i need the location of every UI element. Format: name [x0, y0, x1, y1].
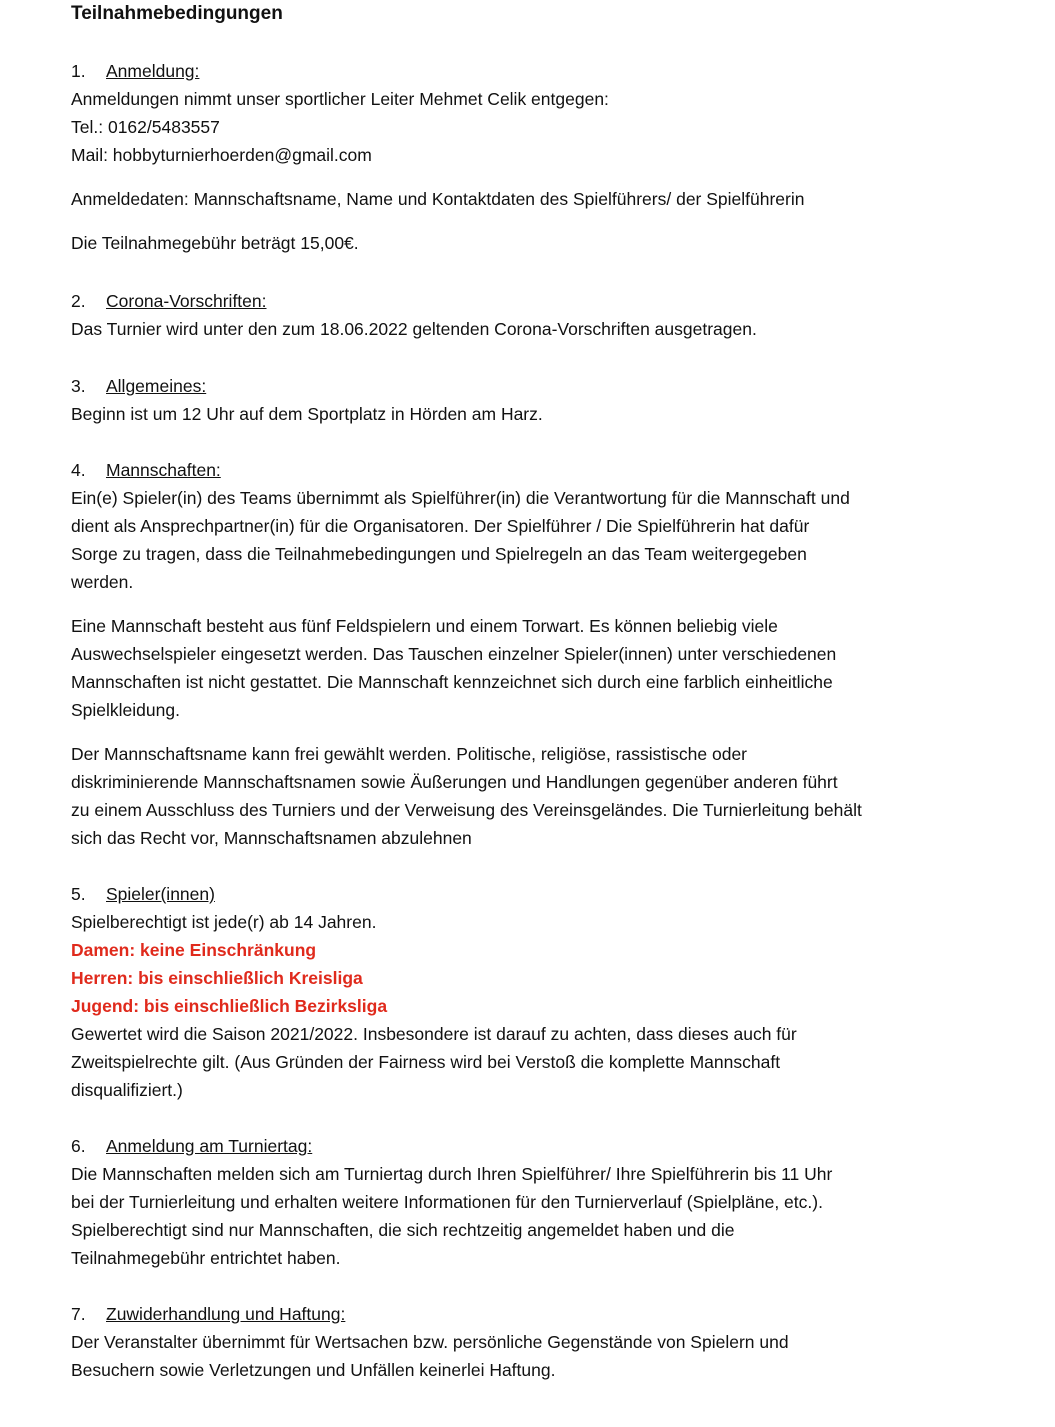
text-line: sich das Recht vor, Mannschaftsnamen abzulehnen [71, 828, 472, 848]
text-line: diskriminierende Mannschaftsnamen sowie Äußerungen und Handlungen gegenüber anderen führt [71, 772, 838, 792]
text-line: Mannschaften ist nicht gestattet. Die Mannschaft kennzeichnet sich durch eine farblich einheitliche [71, 672, 833, 692]
text-line: Ein(e) Spieler(in) des Teams übernimmt als Spielführer(in) die Verantwortung für die Mannschaft und [71, 488, 850, 508]
document-content [71, 0, 971, 1384]
restriction-damen: Damen: keine Einschränkung [71, 940, 317, 960]
section-heading [71, 456, 971, 484]
text-line: Teilnahmegebühr entrichtet haben. [71, 1248, 341, 1268]
section-title: Spieler(innen) [106, 884, 215, 904]
text-line: Der Mannschaftsname kann frei gewählt werden. Politische, religiöse, rassistische oder [71, 744, 748, 764]
section-number: 4. [71, 460, 86, 480]
restriction-jugend: Jugend: bis einschließlich Bezirksliga [71, 996, 388, 1016]
text-line: Spielkleidung. [71, 700, 180, 720]
section-heading [71, 880, 971, 908]
section-title: Anmeldung: [106, 61, 200, 81]
text-line: Spielberechtigt ist jede(r) ab 14 Jahren. [71, 912, 377, 932]
section-heading [71, 287, 971, 315]
section-allgemeines [71, 372, 971, 428]
paragraph: Beginn ist um 12 Uhr auf dem Sportplatz in Hörden am Harz. [71, 404, 543, 424]
section-number: 7. [71, 1304, 86, 1324]
text-line: Sorge zu tragen, dass die Teilnahmebedingungen und Spielregeln an das Team weitergegeben [71, 544, 807, 564]
section-anmeldung-turniertag [71, 1132, 971, 1272]
section-haftung [71, 1300, 971, 1384]
text-line: Anmeldungen nimmt unser sportlicher Leiter Mehmet Celik entgegen: [71, 89, 609, 109]
section-number: 1. [71, 61, 86, 81]
section-heading [71, 1132, 971, 1160]
section-title: Mannschaften: [106, 460, 221, 480]
text-line: Eine Mannschaft besteht aus fünf Feldspielern und einem Torwart. Es können beliebig viele [71, 616, 778, 636]
section-number: 5. [71, 884, 86, 904]
section-title: Allgemeines: [106, 376, 207, 396]
text-line: Die Mannschaften melden sich am Turniertag durch Ihren Spielführer/ Ihre Spielführerin bis 11 Uhr [71, 1164, 833, 1184]
text-line: Der Veranstalter übernimmt für Wertsachen bzw. persönliche Gegenstände von Spielern und [71, 1332, 789, 1352]
section-title: Corona-Vorschriften: [106, 291, 267, 311]
text-line: Spielberechtigt sind nur Mannschaften, die sich rechtzeitig angemeldet haben und die [71, 1220, 735, 1240]
section-spieler [71, 880, 971, 1104]
paragraph: Das Turnier wird unter den zum 18.06.2022 geltenden Corona-Vorschriften ausgetragen. [71, 319, 757, 339]
section-corona [71, 287, 971, 343]
section-title: Zuwiderhandlung und Haftung: [106, 1304, 346, 1324]
section-heading [71, 372, 971, 400]
paragraph: Anmeldedaten: Mannschaftsname, Name und Kontaktdaten des Spielführers/ der Spielführerin [71, 189, 805, 209]
text-line: Gewertet wird die Saison 2021/2022. Insbesondere ist darauf zu achten, dass dieses auch für [71, 1024, 797, 1044]
section-mannschaften [71, 456, 971, 852]
text-line: Zweitspielrechte gilt. (Aus Gründen der Fairness wird bei Verstoß die komplette Mannschaft [71, 1052, 781, 1072]
text-line: Besuchern sowie Verletzungen und Unfällen keinerlei Haftung. [71, 1360, 556, 1380]
section-heading [71, 1300, 971, 1328]
text-line: bei der Turnierleitung und erhalten weitere Informationen für den Turnierverlauf (Spielpläne, etc.). [71, 1192, 823, 1212]
document-title: Teilnahmebedingungen [71, 3, 283, 24]
restriction-herren: Herren: bis einschließlich Kreisliga [71, 968, 363, 988]
text-line: disqualifiziert.) [71, 1080, 183, 1100]
text-line: Tel.: 0162/5483557 [71, 117, 220, 137]
text-line: dient als Ansprechpartner(in) für die Organisatoren. Der Spielführer / Die Spielführerin hat dafür [71, 516, 810, 536]
section-number: 6. [71, 1136, 86, 1156]
section-heading [71, 57, 971, 85]
section-title: Anmeldung am Turniertag: [106, 1136, 313, 1156]
section-number: 2. [71, 291, 86, 311]
text-line: werden. [71, 572, 134, 592]
text-line: Mail: hobbyturnierhoerden@gmail.com [71, 145, 372, 165]
text-line: Auswechselspieler eingesetzt werden. Das Tauschen einzelner Spieler(innen) unter verschiedenen [71, 644, 837, 664]
text-line: zu einem Ausschluss des Turniers und der Verweisung des Vereinsgeländes. Die Turnierleitung behält [71, 800, 862, 820]
section-number: 3. [71, 376, 86, 396]
section-anmeldung [71, 57, 971, 257]
paragraph: Die Teilnahmegebühr beträgt 15,00€. [71, 233, 359, 253]
